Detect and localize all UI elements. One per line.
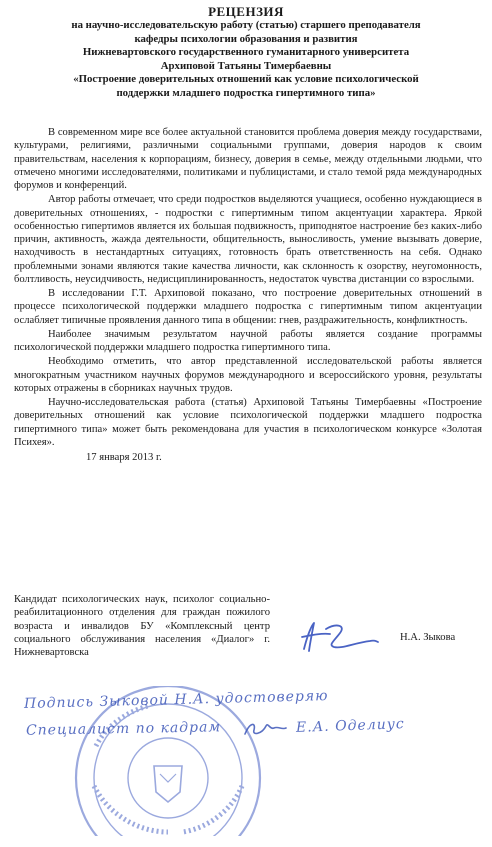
paragraph-2: Автор работы отмечает, что среди подростков выделяются учащиеся, особенно нуждающиеся в доверительных отношениях, - подростки с гипертимным типом акцентуации характера. Яркой особенностью гипертимов является их большая подвижность, приподнятое настроение без каких-либо причин, активность, жажда деятельности, общительность, выносливость, умение вызывать доверие, находчивость в нестандартных ситуациях, готовность брать ответственность на себя. Однако проблемными зонами являются такие качества личности, как склонность к озорству, неугомонность, болтливость, неусидчивость, недисциплинированность, недостаток чувства дистанции со взрослыми.: [14, 194, 482, 285]
paragraph-6: Научно-исследовательская работа (статья) Архиповой Татьяны Тимербаевны «Построение доверительных отношений как условие психологической поддержки младшего подростка гипертимного типа» может быть рекомендована для участия в психологическом конкурсе «Золотая Психея».: [14, 397, 482, 448]
reviewer-name: Н.А. Зыкова: [400, 632, 456, 643]
handwritten-signature-icon: [300, 619, 380, 655]
review-title: РЕЦЕНЗИЯ: [208, 4, 284, 19]
reviewer-credentials: Кандидат психологических наук, психолог социально-реабилитационного отделения для граждан пожилого возраста и инвалидов БУ «Комплексный центр социального обслуживания населения «Диалог» г. Нижневартовска: [14, 594, 270, 659]
header-line-1: на научно-исследовательскую работу (статью) старшего преподавателя: [71, 19, 421, 31]
paragraph-5: Необходимо отметить, что автор представленной исследовательской работы является многократным участником научных форумов международного и всероссийского уровня, результаты которых отражены в сборниках научных трудов.: [14, 356, 482, 394]
review-body: [14, 126, 482, 465]
review-header: [10, 4, 482, 101]
certification-handwriting-2: Специалист по кадрам: [25, 719, 222, 739]
header-line-2: кафедры психологии образования и развития: [134, 32, 358, 45]
signature-block: [14, 593, 484, 688]
author-name: Архиповой Татьяны Тимербаевны: [160, 59, 332, 72]
work-title-line-1: «Построение доверительных отношений как условие психологической: [73, 73, 419, 86]
paragraph-1: В современном мире все более актуальной становится проблема доверия между государствами, культурами, религиями, различными социальными группами, доверия народов к своим правительствам, населения к корпорациям, бизнесу, доверия в семье, между отдельными людьми, что отмечено многими исследователями, политиками и публицистами, и стало темой ряда международных форумов и конференций.: [14, 127, 482, 191]
header-line-3: Нижневартовского государственного гуманитарного университета: [82, 46, 410, 59]
certification-area: [14, 688, 484, 838]
review-date: 17 января 2013 г.: [86, 452, 162, 463]
work-title-line-2: поддержки младшего подростка гипертимного типа»: [116, 86, 376, 99]
certification-handwriting-3: Е.А. Оделиус: [295, 716, 405, 736]
paragraph-4: Наиболее значимым результатом научной работы является создание программы психологической поддержки младшего подростка гипертимного типа.: [14, 328, 482, 353]
hr-signature-icon: [242, 718, 288, 740]
paragraph-3: В исследовании Г.Т. Архиповой показано, что построение доверительных отношений в процессе психологической поддержки младшего подростка с гипертимным типом акцентуации ослабляет типичные проявления данного типа в общении: гнев, раздражительность, конфликтность.: [14, 288, 482, 326]
certification-handwriting-1: Подпись Зыковой Н.А. удостоверяю: [23, 688, 329, 712]
